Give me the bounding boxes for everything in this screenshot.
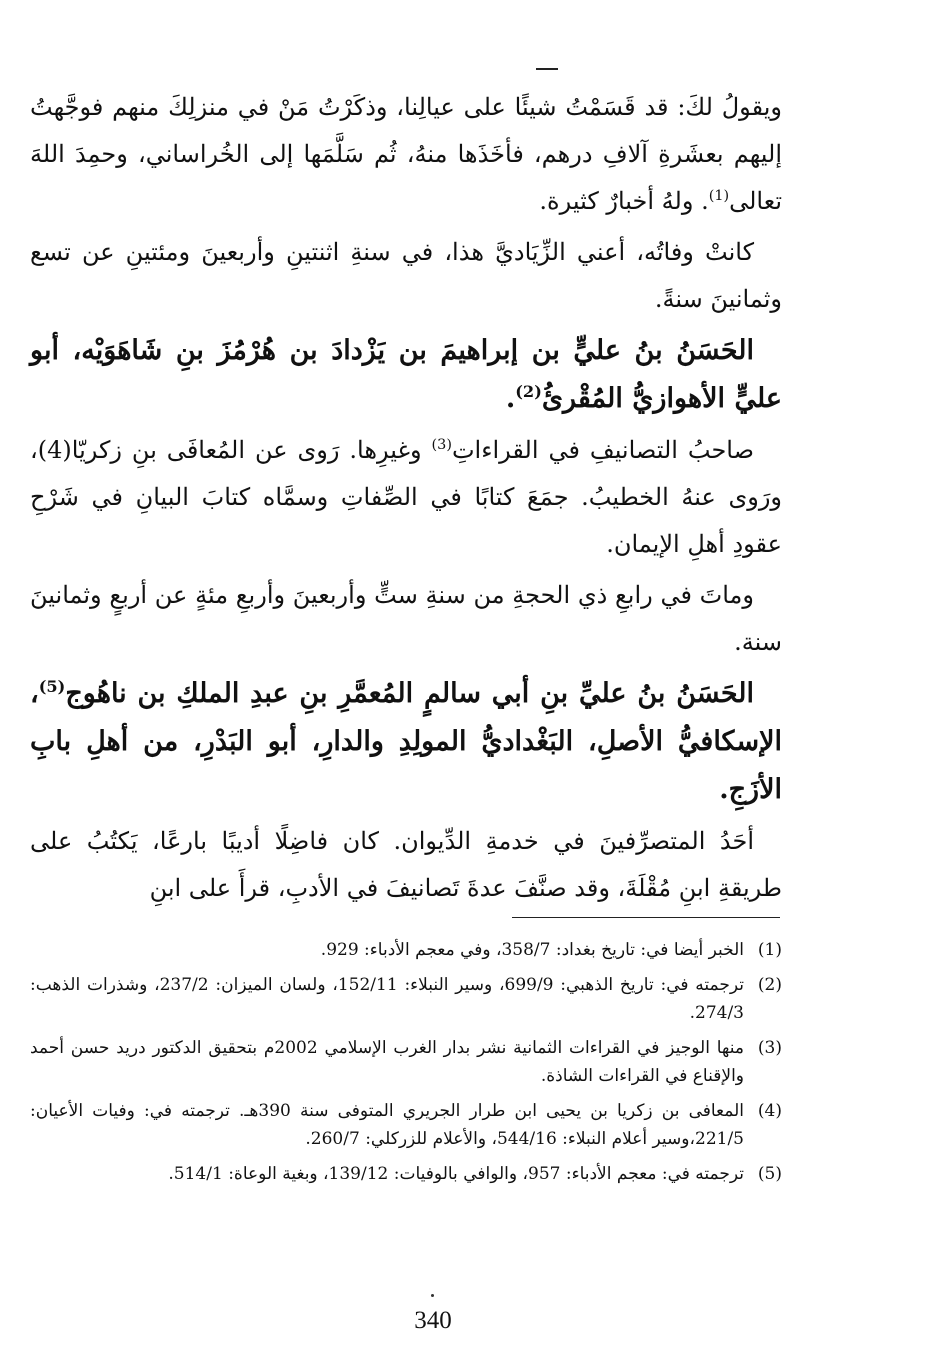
footnote-ref: (2) (515, 382, 542, 401)
footnote (30, 1160, 782, 1188)
footnote-ref: (1) (708, 188, 730, 204)
footnote (30, 936, 782, 964)
page-dot (431, 1294, 434, 1297)
footnote-number: (1) (757, 940, 782, 960)
footnote-number: (4) (757, 1101, 782, 1121)
footnote-number: (5) (757, 1164, 782, 1184)
paragraph: كانتْ وفاتُه، أعني الزِّيَاديَّ هذا، في سنةِ اثنتينِ وأربعينَ ومئتينِ عن تسع وثمانينَ سنةً. (30, 238, 782, 313)
footnote-text: ترجمته في: معجم الأدباء: 957، والوافي بالوفيات: 139/12، وبغية الوعاة: 514/1. (168, 1164, 744, 1184)
footnote-ref: (3) (431, 437, 452, 453)
main-text (30, 84, 782, 916)
biography-heading: الحَسَنُ بنُ عليٍّ بن إبراهيمَ بن يَزْدادَ بن هُرْمُزَ بنِ شَاهَوَيْه، أبو عليٍّ الأهوازيُّ المُقْرئُ$^{(2)}$. (30, 335, 782, 414)
paragraph: أحَدُ المتصرِّفينَ في خدمةِ الدِّيوان. كان فاضِلًا أديبًا بارعًا، يَكتُبُ على طريقةِ ابنِ مُقْلَةَ، وقد صنَّفَ عدةَ تَصانيفَ في الأدبِ، قرأَ على ابنِ (30, 827, 782, 902)
footnote-separator (512, 917, 780, 918)
paragraph: ويقولُ لكَ: قد قَسَمْتُ شيئًا على عيالِنا، وذكَرْتُ مَنْ في منزلِكَ منهم فوجَّهتُ إليهم بعشَرةِ آلافِ درهم، فأخَذَها منهُ، ثُم سَلَّمَها إلى الخُراساني، وحمِدَ اللهَ تعالى$^{(1)}$. ولهُ أخبارٌ كثيرة. (30, 93, 782, 215)
footnote-text: ترجمته في: تاريخ الذهبي: 699/9، وسير النبلاء: 152/11، ولسان الميزان: 237/2، وشذرات الذهب: 274/3. (30, 975, 745, 1023)
footnote (30, 1097, 782, 1153)
footnote-number: (2) (757, 975, 782, 995)
footnote-text: الخبر أيضا في: تاريخ بغداد: 358/7، وفي معجم الأدباء: 929. (320, 940, 744, 960)
biography-heading: الحَسَنُ بنُ عليِّ بنِ أبي سالمٍ المُعمَّرِ بنِ عبدِ الملكِ بن ناهُوج$^{(5)}$، الإسكافيُّ الأصلِ، البَغْداديُّ المولِدِ والدارِ، أبو البَدْرِ، من أهلِ بابِ الأزَجِ. (30, 677, 782, 805)
footnote-text: منها الوجيز في القراءات الثمانية نشر بدار الغرب الإسلامي 2002م بتحقيق الدكتور دريد حسن أحمد والإقناع في القراءات الشاذة. (30, 1038, 744, 1086)
footnote (30, 1034, 782, 1090)
footnote-ref: (5) (38, 677, 66, 696)
paragraph: صاحبُ التصانيفِ في القراءاتِ$^{(3)}$ وغيرِها. رَوى عن المُعافَى بنِ زكريّا(4)، ورَوى عنهُ الخطيبُ. جمَعَ كتابًا في الصِّفاتِ وسمَّاه كتابَ البيانِ في شَرْحِ عقودِ أهلِ الإيمان. (30, 436, 782, 558)
footnote (30, 971, 782, 1027)
top-dash-mark (536, 68, 558, 70)
footnotes (30, 936, 782, 1195)
footnote-text: المعافى بن زكريا بن يحيى ابن طرار الجريري المتوفى سنة 390هـ. ترجمته في: وفيات الأعيان: 221/5،وسير أعلام النبلاء: 544/16، والأعلام للزركلي: 260/7. (30, 1101, 744, 1149)
footnote-number: (3) (757, 1038, 782, 1058)
page-number: 340 (414, 1307, 452, 1334)
paragraph: وماتَ في رابعِ ذي الحجةِ من سنةِ ستٍّ وأربعينَ وأربعِ مئةٍ عن أربعٍ وثمانينَ سنة. (30, 581, 782, 656)
